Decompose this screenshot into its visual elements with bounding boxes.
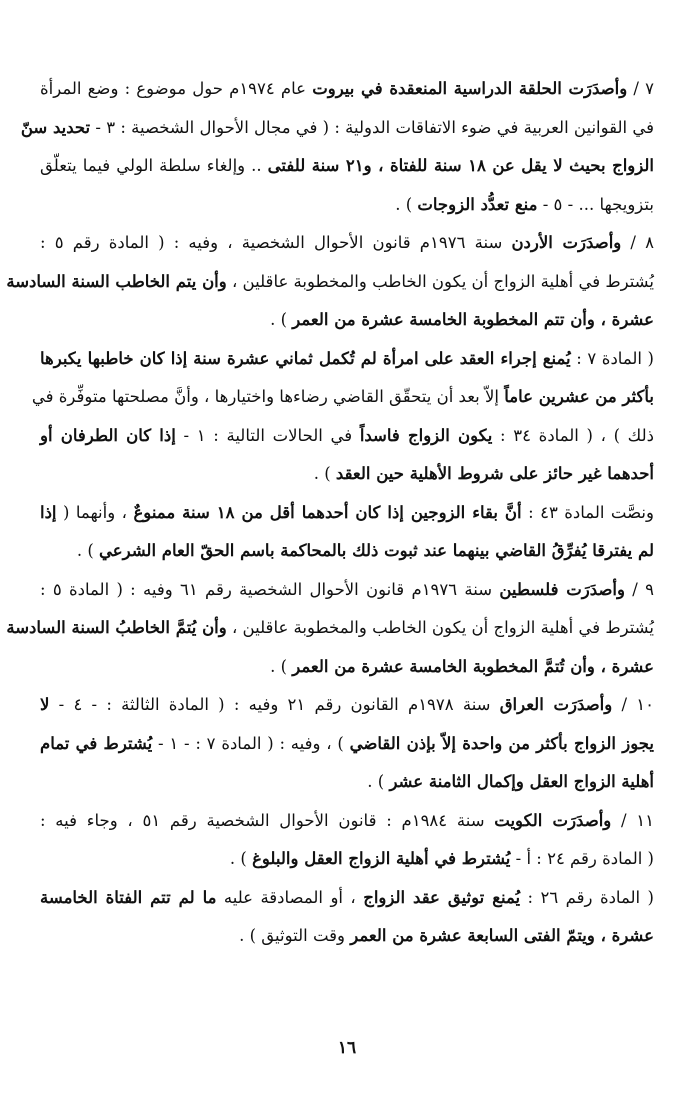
- text-segment: ٧ /: [627, 79, 654, 98]
- text-segment: ( المادة رقم ٢٦ :: [520, 887, 654, 907]
- text-line: [40, 879, 654, 918]
- text-line: [40, 763, 654, 802]
- bold-text-segment: وأصدَرَت العراق: [499, 695, 613, 714]
- text-line: [40, 840, 654, 879]
- text-segment: ) .: [313, 464, 336, 483]
- bold-text-segment: عشرة ،: [594, 310, 654, 329]
- text-segment: ) .: [229, 849, 253, 868]
- text-segment: ونصَّت المادة ٤٣ :: [521, 502, 654, 522]
- bold-text-segment: إذا كان الطرفان أو: [40, 425, 176, 445]
- bold-text-segment: وأن يُتمَّ الخاطبُ السنة السادسة: [6, 618, 227, 637]
- text-line: [6, 609, 654, 648]
- bold-text-segment: الزواج بحيث لا يقل عن ١٨ سنة للفتاة ، و٢١ سنة للفتى: [267, 156, 654, 175]
- bold-text-segment: وأصدَرَت الكويت: [494, 810, 612, 830]
- text-segment: ٩ /: [625, 579, 654, 599]
- text-line: [6, 263, 654, 302]
- bold-text-segment: لا: [40, 695, 50, 714]
- text-segment: ، وأنهما (: [56, 502, 134, 522]
- bold-text-segment: يُمنع توثيق عقد الزواج: [363, 887, 521, 907]
- bold-text-segment: عشرة ، ويتمّ الفتى السابعة عشرة من العمر: [350, 926, 654, 945]
- text-segment: يُشترط في أهلية الزواج أن يكون الخاطب والمخطوبة عاقلين ،: [226, 271, 654, 291]
- bold-text-segment: وأصدَرَت الأردن: [511, 233, 622, 252]
- text-line: [40, 648, 654, 687]
- bold-text-segment: يُمنع إجراء العقد على امرأة لم تُكمل ثماني عشرة سنة إذا كان خاطبها يكبرها: [40, 348, 571, 368]
- bold-text-segment: إذا: [40, 502, 57, 522]
- text-segment: ١١ /: [611, 810, 655, 830]
- bold-text-segment: يجوز الزواج بأكثر من واحدة إلاّ بإذن القاضي: [349, 733, 654, 753]
- text-segment: سنة ١٩٧٦م قانون الأحوال الشخصية ، وفيه : ( المادة رقم ٥ :: [40, 233, 512, 252]
- text-segment: ١٠ /: [612, 695, 654, 714]
- text-line: [20, 109, 654, 148]
- text-segment: سنة ١٩٨٤م : قانون الأحوال الشخصية رقم ٥١ ، وجاء فيه :: [40, 810, 495, 830]
- bold-text-segment: بأكثر من عشرين عاماً: [504, 387, 654, 406]
- text-line: [40, 725, 654, 764]
- bold-text-segment: وأصدَرَت الحلقة الدراسية المنعقدة في بيروت: [312, 79, 628, 98]
- text-segment: ) .: [270, 656, 293, 676]
- text-line: [40, 70, 654, 109]
- bold-text-segment: وأصدَرَت فلسطين: [499, 579, 625, 599]
- text-line: [40, 186, 654, 225]
- text-segment: ٨ /: [621, 233, 655, 252]
- document-body: [6, 70, 655, 956]
- text-segment: سنة ١٩٧٦م قانون الأحوال الشخصية رقم ٦١ وفيه : ( المادة ٥ :: [40, 579, 500, 599]
- page-number: ١٦: [337, 1038, 357, 1058]
- text-line: [40, 340, 654, 379]
- text-line: [40, 224, 654, 263]
- text-line: [31, 378, 654, 417]
- text-segment: ) .: [76, 541, 99, 560]
- bold-text-segment: لم يفترقا يُفرِّقُ القاضي بينهما عند ثبوت ذلك بالمحاكمة باسم الحقّ العام الشرعي: [99, 541, 654, 560]
- text-segment: يُشترط في أهلية الزواج أن يكون الخاطب والمخطوبة عاقلين ،: [226, 618, 654, 637]
- bold-text-segment: عشرة ، وأن تُتمَّ المخطوبة الخامسة عشرة من العمر: [292, 656, 654, 676]
- text-line: [40, 301, 654, 340]
- text-segment: في القوانين العربية في ضوء الاتفاقات الدولية : ( في مجال الأحوال الشخصية : ٣ -: [90, 117, 654, 137]
- text-segment: عام ١٩٧٤م حول موضوع : وضع المرأة: [40, 79, 313, 98]
- text-segment: إلاّ بعد أن يتحقّق القاضي رضاءها واختيارها ، وأنَّ مصلحتها متوفِّرة في: [31, 387, 505, 406]
- text-line: [40, 455, 654, 494]
- text-line: [40, 147, 654, 186]
- bold-text-segment: أحدهما غير حائز على شروط الأهلية حين العقد: [335, 464, 654, 483]
- bold-text-segment: ما لم تتم الفتاة الخامسة: [40, 887, 217, 907]
- bold-text-segment: وأن يتم الخاطب السنة السادسة: [6, 271, 227, 291]
- text-line: [40, 917, 654, 956]
- text-line: [40, 686, 654, 725]
- text-segment: ( المادة رقم ٢٤ : أ -: [510, 849, 654, 868]
- text-line: [40, 571, 654, 610]
- text-segment: بتزويجها ... - ٥ -: [537, 194, 654, 214]
- text-segment: وقت التوثيق ) .: [239, 926, 351, 945]
- bold-text-segment: أنَّ بقاء الزوجين إذا كان أحدهما أقل من ١٨ سنة ممنوعٌ: [133, 502, 522, 522]
- bold-text-segment: منع تعدُّد الزوجات: [417, 194, 538, 214]
- text-segment: .. وإلغاء سلطة الولي فيما يتعلّق: [40, 156, 268, 175]
- text-segment: ) .: [270, 310, 293, 329]
- text-line: [40, 532, 654, 571]
- text-line: [40, 802, 654, 841]
- text-line: [40, 494, 654, 533]
- bold-text-segment: تحديد سنّ: [20, 117, 91, 137]
- text-segment: ذلك ) ، ( المادة ٣٤ :: [492, 425, 654, 445]
- text-segment: ، أو المصادقة عليه: [216, 887, 364, 907]
- bold-text-segment: يُشترط في تمام: [40, 733, 153, 753]
- text-segment: في الحالات التالية : ١ -: [175, 425, 360, 445]
- text-segment: ( المادة ٧ :: [570, 348, 654, 368]
- text-segment: ) .: [395, 194, 418, 214]
- text-segment: سنة ١٩٧٨م القانون رقم ٢١ وفيه : ( المادة الثالثة : - ٤ -: [49, 695, 500, 714]
- text-segment: ) .: [367, 772, 390, 791]
- text-line: [40, 417, 654, 456]
- bold-text-segment: يُشترط في أهلية الزواج العقل والبلوغ: [252, 849, 511, 868]
- text-segment: ) ، وفيه : ( المادة ٧ : - ١ -: [152, 733, 350, 753]
- bold-text-segment: يكون الزواج فاسداً: [359, 425, 493, 445]
- bold-text-segment: وأن تتم المخطوبة الخامسة عشرة من العمر: [292, 310, 595, 329]
- bold-text-segment: أهلية الزواج العقل وإكمال الثامنة عشر: [389, 772, 654, 791]
